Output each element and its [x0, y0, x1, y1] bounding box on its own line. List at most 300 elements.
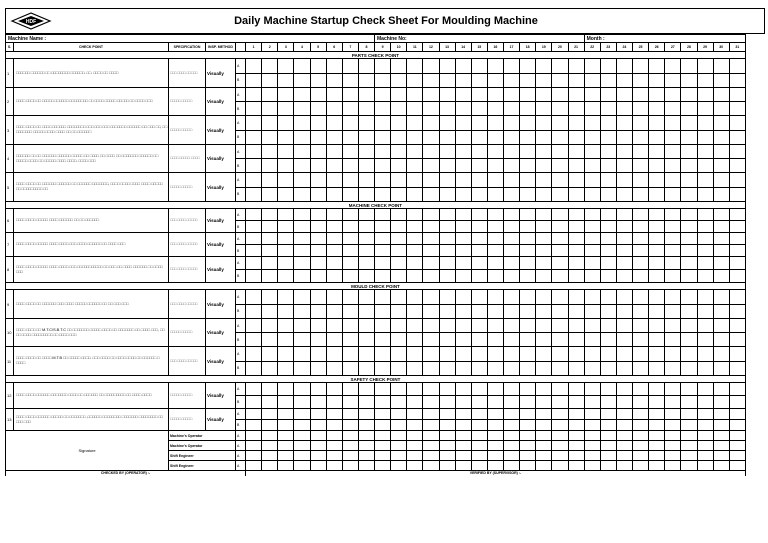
- check-cell[interactable]: [278, 319, 294, 333]
- check-cell[interactable]: [439, 409, 455, 420]
- check-cell[interactable]: [729, 221, 745, 233]
- check-cell[interactable]: [697, 221, 713, 233]
- check-cell[interactable]: [262, 209, 278, 221]
- check-cell[interactable]: [713, 88, 729, 102]
- check-cell[interactable]: [262, 304, 278, 319]
- check-cell[interactable]: [326, 221, 342, 233]
- check-cell[interactable]: [665, 130, 681, 145]
- check-cell[interactable]: [568, 209, 584, 221]
- check-cell[interactable]: [600, 59, 616, 74]
- check-cell[interactable]: [600, 319, 616, 333]
- check-cell[interactable]: [455, 383, 471, 396]
- check-cell[interactable]: [310, 270, 326, 283]
- check-cell[interactable]: [713, 361, 729, 376]
- check-cell[interactable]: [536, 245, 552, 257]
- signature-cell[interactable]: [681, 461, 697, 471]
- check-cell[interactable]: [310, 59, 326, 74]
- check-cell[interactable]: [358, 347, 374, 362]
- check-cell[interactable]: [729, 233, 745, 245]
- check-cell[interactable]: [262, 333, 278, 347]
- check-cell[interactable]: [633, 102, 649, 116]
- check-cell[interactable]: [504, 396, 520, 409]
- check-cell[interactable]: [391, 88, 407, 102]
- check-cell[interactable]: [407, 420, 423, 431]
- check-cell[interactable]: [246, 73, 262, 88]
- check-cell[interactable]: [407, 102, 423, 116]
- signature-cell[interactable]: [423, 461, 439, 471]
- check-cell[interactable]: [358, 145, 374, 159]
- check-cell[interactable]: [616, 420, 632, 431]
- check-cell[interactable]: [278, 221, 294, 233]
- check-cell[interactable]: [600, 116, 616, 131]
- check-cell[interactable]: [310, 396, 326, 409]
- check-cell[interactable]: [423, 221, 439, 233]
- check-cell[interactable]: [294, 245, 310, 257]
- check-cell[interactable]: [439, 257, 455, 270]
- check-cell[interactable]: [729, 130, 745, 145]
- check-cell[interactable]: [697, 270, 713, 283]
- signature-cell[interactable]: [423, 441, 439, 451]
- check-cell[interactable]: [552, 319, 568, 333]
- check-cell[interactable]: [294, 159, 310, 173]
- check-cell[interactable]: [729, 333, 745, 347]
- signature-cell[interactable]: [246, 461, 262, 471]
- check-cell[interactable]: [600, 270, 616, 283]
- check-cell[interactable]: [649, 409, 665, 420]
- check-cell[interactable]: [616, 290, 632, 305]
- check-cell[interactable]: [455, 333, 471, 347]
- check-cell[interactable]: [358, 173, 374, 188]
- check-cell[interactable]: [520, 145, 536, 159]
- check-cell[interactable]: [407, 159, 423, 173]
- check-cell[interactable]: [633, 396, 649, 409]
- check-cell[interactable]: [584, 173, 600, 188]
- check-cell[interactable]: [520, 233, 536, 245]
- signature-cell[interactable]: [633, 431, 649, 441]
- signature-cell[interactable]: [423, 431, 439, 441]
- check-cell[interactable]: [681, 304, 697, 319]
- signature-cell[interactable]: [246, 431, 262, 441]
- signature-cell[interactable]: [455, 451, 471, 461]
- check-cell[interactable]: [407, 290, 423, 305]
- check-cell[interactable]: [391, 102, 407, 116]
- check-cell[interactable]: [552, 116, 568, 131]
- check-cell[interactable]: [471, 409, 487, 420]
- signature-cell[interactable]: [407, 451, 423, 461]
- check-cell[interactable]: [455, 245, 471, 257]
- check-cell[interactable]: [358, 290, 374, 305]
- check-cell[interactable]: [407, 187, 423, 202]
- check-cell[interactable]: [568, 257, 584, 270]
- check-cell[interactable]: [665, 409, 681, 420]
- check-cell[interactable]: [681, 333, 697, 347]
- check-cell[interactable]: [246, 347, 262, 362]
- check-cell[interactable]: [439, 333, 455, 347]
- check-cell[interactable]: [310, 88, 326, 102]
- signature-cell[interactable]: [633, 451, 649, 461]
- check-cell[interactable]: [568, 347, 584, 362]
- check-cell[interactable]: [600, 347, 616, 362]
- check-cell[interactable]: [568, 130, 584, 145]
- check-cell[interactable]: [568, 396, 584, 409]
- signature-cell[interactable]: [665, 441, 681, 451]
- check-cell[interactable]: [439, 159, 455, 173]
- check-cell[interactable]: [584, 88, 600, 102]
- check-cell[interactable]: [310, 173, 326, 188]
- check-cell[interactable]: [407, 245, 423, 257]
- check-cell[interactable]: [552, 290, 568, 305]
- signature-cell[interactable]: [697, 441, 713, 451]
- check-cell[interactable]: [326, 304, 342, 319]
- check-cell[interactable]: [520, 361, 536, 376]
- check-cell[interactable]: [681, 396, 697, 409]
- check-cell[interactable]: [665, 304, 681, 319]
- check-cell[interactable]: [342, 333, 358, 347]
- signature-cell[interactable]: [326, 451, 342, 461]
- check-cell[interactable]: [278, 116, 294, 131]
- check-cell[interactable]: [423, 102, 439, 116]
- signature-cell[interactable]: [423, 451, 439, 461]
- check-cell[interactable]: [342, 209, 358, 221]
- check-cell[interactable]: [342, 88, 358, 102]
- check-cell[interactable]: [455, 270, 471, 283]
- check-cell[interactable]: [391, 159, 407, 173]
- check-cell[interactable]: [246, 420, 262, 431]
- check-cell[interactable]: [391, 304, 407, 319]
- check-cell[interactable]: [536, 333, 552, 347]
- check-cell[interactable]: [358, 333, 374, 347]
- check-cell[interactable]: [584, 159, 600, 173]
- check-cell[interactable]: [616, 304, 632, 319]
- check-cell[interactable]: [600, 333, 616, 347]
- check-cell[interactable]: [633, 409, 649, 420]
- check-cell[interactable]: [552, 159, 568, 173]
- check-cell[interactable]: [552, 304, 568, 319]
- signature-cell[interactable]: [375, 431, 391, 441]
- signature-cell[interactable]: [342, 431, 358, 441]
- check-cell[interactable]: [616, 116, 632, 131]
- check-cell[interactable]: [536, 396, 552, 409]
- check-cell[interactable]: [520, 333, 536, 347]
- check-cell[interactable]: [665, 361, 681, 376]
- check-cell[interactable]: [262, 420, 278, 431]
- check-cell[interactable]: [552, 383, 568, 396]
- signature-cell[interactable]: [697, 461, 713, 471]
- check-cell[interactable]: [358, 257, 374, 270]
- check-cell[interactable]: [471, 233, 487, 245]
- check-cell[interactable]: [568, 233, 584, 245]
- check-cell[interactable]: [520, 409, 536, 420]
- check-cell[interactable]: [375, 245, 391, 257]
- check-cell[interactable]: [697, 102, 713, 116]
- signature-cell[interactable]: [504, 461, 520, 471]
- check-cell[interactable]: [439, 420, 455, 431]
- check-cell[interactable]: [487, 221, 503, 233]
- check-cell[interactable]: [455, 420, 471, 431]
- check-cell[interactable]: [729, 73, 745, 88]
- check-cell[interactable]: [520, 290, 536, 305]
- check-cell[interactable]: [246, 102, 262, 116]
- check-cell[interactable]: [681, 73, 697, 88]
- check-cell[interactable]: [584, 130, 600, 145]
- check-cell[interactable]: [310, 233, 326, 245]
- signature-cell[interactable]: [616, 461, 632, 471]
- check-cell[interactable]: [665, 257, 681, 270]
- check-cell[interactable]: [423, 187, 439, 202]
- check-cell[interactable]: [455, 304, 471, 319]
- check-cell[interactable]: [504, 270, 520, 283]
- check-cell[interactable]: [407, 88, 423, 102]
- check-cell[interactable]: [681, 221, 697, 233]
- check-cell[interactable]: [262, 73, 278, 88]
- check-cell[interactable]: [358, 221, 374, 233]
- check-cell[interactable]: [649, 88, 665, 102]
- check-cell[interactable]: [633, 73, 649, 88]
- check-cell[interactable]: [697, 116, 713, 131]
- check-cell[interactable]: [326, 88, 342, 102]
- check-cell[interactable]: [358, 73, 374, 88]
- check-cell[interactable]: [487, 233, 503, 245]
- signature-cell[interactable]: [310, 461, 326, 471]
- check-cell[interactable]: [326, 233, 342, 245]
- check-cell[interactable]: [407, 173, 423, 188]
- check-cell[interactable]: [729, 245, 745, 257]
- check-cell[interactable]: [391, 333, 407, 347]
- check-cell[interactable]: [294, 59, 310, 74]
- check-cell[interactable]: [262, 59, 278, 74]
- signature-cell[interactable]: [665, 461, 681, 471]
- check-cell[interactable]: [697, 187, 713, 202]
- check-cell[interactable]: [407, 319, 423, 333]
- check-cell[interactable]: [584, 116, 600, 131]
- check-cell[interactable]: [649, 270, 665, 283]
- check-cell[interactable]: [375, 290, 391, 305]
- signature-cell[interactable]: [262, 461, 278, 471]
- check-cell[interactable]: [246, 116, 262, 131]
- signature-cell[interactable]: [391, 451, 407, 461]
- check-cell[interactable]: [552, 173, 568, 188]
- check-cell[interactable]: [407, 270, 423, 283]
- check-cell[interactable]: [439, 347, 455, 362]
- check-cell[interactable]: [616, 347, 632, 362]
- check-cell[interactable]: [681, 209, 697, 221]
- check-cell[interactable]: [294, 361, 310, 376]
- check-cell[interactable]: [713, 73, 729, 88]
- check-cell[interactable]: [326, 145, 342, 159]
- check-cell[interactable]: [616, 396, 632, 409]
- check-cell[interactable]: [616, 319, 632, 333]
- check-cell[interactable]: [600, 290, 616, 305]
- check-cell[interactable]: [713, 209, 729, 221]
- signature-cell[interactable]: [246, 451, 262, 461]
- check-cell[interactable]: [326, 319, 342, 333]
- check-cell[interactable]: [552, 145, 568, 159]
- check-cell[interactable]: [358, 88, 374, 102]
- check-cell[interactable]: [504, 59, 520, 74]
- check-cell[interactable]: [375, 130, 391, 145]
- signature-cell[interactable]: [552, 461, 568, 471]
- check-cell[interactable]: [665, 73, 681, 88]
- check-cell[interactable]: [584, 145, 600, 159]
- check-cell[interactable]: [278, 130, 294, 145]
- check-cell[interactable]: [471, 333, 487, 347]
- check-cell[interactable]: [407, 333, 423, 347]
- check-cell[interactable]: [600, 304, 616, 319]
- check-cell[interactable]: [600, 383, 616, 396]
- signature-cell[interactable]: [649, 441, 665, 451]
- check-cell[interactable]: [423, 409, 439, 420]
- check-cell[interactable]: [487, 116, 503, 131]
- check-cell[interactable]: [665, 88, 681, 102]
- check-cell[interactable]: [729, 319, 745, 333]
- check-cell[interactable]: [342, 221, 358, 233]
- check-cell[interactable]: [536, 130, 552, 145]
- check-cell[interactable]: [552, 187, 568, 202]
- check-cell[interactable]: [407, 59, 423, 74]
- check-cell[interactable]: [471, 221, 487, 233]
- check-cell[interactable]: [391, 257, 407, 270]
- check-cell[interactable]: [649, 187, 665, 202]
- check-cell[interactable]: [681, 145, 697, 159]
- check-cell[interactable]: [520, 304, 536, 319]
- check-cell[interactable]: [697, 409, 713, 420]
- check-cell[interactable]: [342, 409, 358, 420]
- check-cell[interactable]: [375, 304, 391, 319]
- check-cell[interactable]: [536, 383, 552, 396]
- check-cell[interactable]: [407, 221, 423, 233]
- check-cell[interactable]: [681, 102, 697, 116]
- check-cell[interactable]: [439, 233, 455, 245]
- check-cell[interactable]: [278, 333, 294, 347]
- check-cell[interactable]: [439, 361, 455, 376]
- check-cell[interactable]: [294, 396, 310, 409]
- check-cell[interactable]: [504, 221, 520, 233]
- check-cell[interactable]: [391, 130, 407, 145]
- check-cell[interactable]: [246, 333, 262, 347]
- check-cell[interactable]: [520, 383, 536, 396]
- check-cell[interactable]: [439, 59, 455, 74]
- check-cell[interactable]: [375, 102, 391, 116]
- check-cell[interactable]: [487, 409, 503, 420]
- check-cell[interactable]: [487, 257, 503, 270]
- check-cell[interactable]: [358, 116, 374, 131]
- check-cell[interactable]: [246, 245, 262, 257]
- check-cell[interactable]: [568, 59, 584, 74]
- check-cell[interactable]: [487, 145, 503, 159]
- signature-cell[interactable]: [616, 451, 632, 461]
- check-cell[interactable]: [326, 257, 342, 270]
- check-cell[interactable]: [278, 347, 294, 362]
- check-cell[interactable]: [520, 187, 536, 202]
- check-cell[interactable]: [633, 319, 649, 333]
- check-cell[interactable]: [455, 73, 471, 88]
- check-cell[interactable]: [391, 173, 407, 188]
- check-cell[interactable]: [487, 130, 503, 145]
- check-cell[interactable]: [729, 59, 745, 74]
- check-cell[interactable]: [310, 290, 326, 305]
- check-cell[interactable]: [342, 383, 358, 396]
- check-cell[interactable]: [294, 347, 310, 362]
- check-cell[interactable]: [342, 396, 358, 409]
- check-cell[interactable]: [552, 88, 568, 102]
- check-cell[interactable]: [326, 361, 342, 376]
- check-cell[interactable]: [278, 409, 294, 420]
- check-cell[interactable]: [423, 319, 439, 333]
- check-cell[interactable]: [633, 173, 649, 188]
- check-cell[interactable]: [665, 245, 681, 257]
- check-cell[interactable]: [294, 209, 310, 221]
- check-cell[interactable]: [633, 209, 649, 221]
- check-cell[interactable]: [520, 420, 536, 431]
- signature-cell[interactable]: [487, 461, 503, 471]
- check-cell[interactable]: [326, 209, 342, 221]
- check-cell[interactable]: [246, 361, 262, 376]
- check-cell[interactable]: [246, 257, 262, 270]
- check-cell[interactable]: [342, 304, 358, 319]
- check-cell[interactable]: [584, 221, 600, 233]
- check-cell[interactable]: [342, 319, 358, 333]
- signature-cell[interactable]: [278, 461, 294, 471]
- check-cell[interactable]: [681, 187, 697, 202]
- check-cell[interactable]: [262, 257, 278, 270]
- check-cell[interactable]: [584, 409, 600, 420]
- check-cell[interactable]: [487, 347, 503, 362]
- check-cell[interactable]: [536, 88, 552, 102]
- check-cell[interactable]: [536, 257, 552, 270]
- check-cell[interactable]: [616, 409, 632, 420]
- check-cell[interactable]: [310, 409, 326, 420]
- signature-cell[interactable]: [568, 431, 584, 441]
- signature-cell[interactable]: [262, 451, 278, 461]
- check-cell[interactable]: [649, 130, 665, 145]
- check-cell[interactable]: [713, 396, 729, 409]
- check-cell[interactable]: [504, 233, 520, 245]
- check-cell[interactable]: [246, 159, 262, 173]
- check-cell[interactable]: [423, 420, 439, 431]
- check-cell[interactable]: [310, 130, 326, 145]
- check-cell[interactable]: [729, 304, 745, 319]
- signature-cell[interactable]: [278, 451, 294, 461]
- check-cell[interactable]: [616, 102, 632, 116]
- check-cell[interactable]: [713, 233, 729, 245]
- check-cell[interactable]: [504, 88, 520, 102]
- signature-cell[interactable]: [536, 441, 552, 451]
- check-cell[interactable]: [633, 420, 649, 431]
- check-cell[interactable]: [326, 173, 342, 188]
- check-cell[interactable]: [552, 396, 568, 409]
- check-cell[interactable]: [584, 233, 600, 245]
- check-cell[interactable]: [713, 130, 729, 145]
- check-cell[interactable]: [520, 130, 536, 145]
- check-cell[interactable]: [584, 59, 600, 74]
- check-cell[interactable]: [552, 347, 568, 362]
- check-cell[interactable]: [342, 116, 358, 131]
- check-cell[interactable]: [681, 233, 697, 245]
- check-cell[interactable]: [616, 173, 632, 188]
- check-cell[interactable]: [633, 116, 649, 131]
- check-cell[interactable]: [584, 187, 600, 202]
- check-cell[interactable]: [310, 116, 326, 131]
- signature-cell[interactable]: [536, 431, 552, 441]
- check-cell[interactable]: [697, 420, 713, 431]
- check-cell[interactable]: [455, 396, 471, 409]
- check-cell[interactable]: [729, 116, 745, 131]
- check-cell[interactable]: [552, 270, 568, 283]
- check-cell[interactable]: [278, 145, 294, 159]
- check-cell[interactable]: [697, 233, 713, 245]
- check-cell[interactable]: [713, 116, 729, 131]
- signature-cell[interactable]: [487, 451, 503, 461]
